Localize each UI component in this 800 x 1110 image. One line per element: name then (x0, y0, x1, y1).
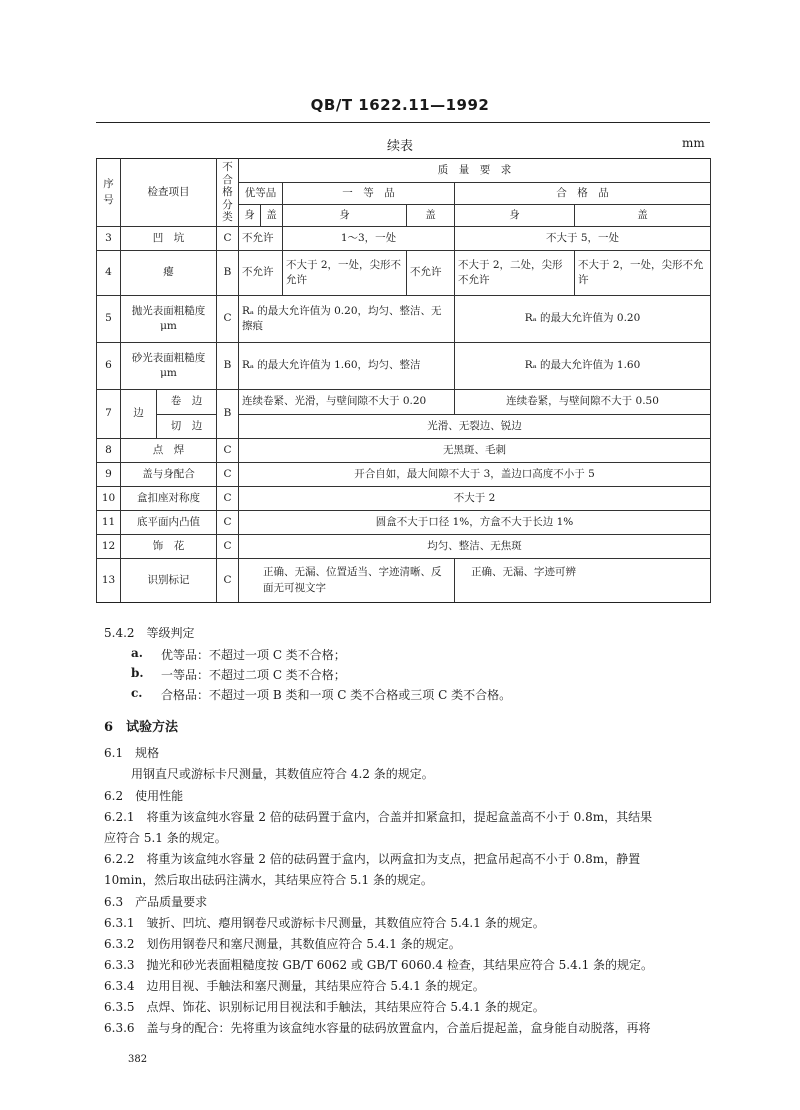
row-first: 正确、无漏、位置适当、字迹清晰、反面无可视文字 (239, 559, 455, 603)
row-all: 开合自如，最大间隙不大于 3，盖边口高度不小于 5 (239, 463, 711, 487)
header-first-lid: 盖 (407, 205, 455, 227)
row-item: 砂光表面粗糙度μm (121, 343, 217, 390)
list-tag-a: a. (131, 646, 143, 660)
row-no: 12 (97, 535, 121, 559)
section-6-2-1-line1: 6.2.1 将重为该盒纯水容量 2 倍的砝码置于盒内，合盖并扣紧盒扣，提起盒盖高不小于 0.8m，其结果 (104, 810, 653, 824)
header-class: 不合格分类 (217, 159, 239, 227)
table-row (97, 511, 711, 535)
list-item-a: 优等品：不超过一项 C 类不合格； (161, 648, 346, 662)
list-tag-c: c. (131, 686, 143, 700)
row-class: C (217, 487, 239, 511)
row-class: C (217, 227, 239, 251)
row-no: 8 (97, 439, 121, 463)
header-rule (96, 122, 710, 123)
row-item: 点 焊 (121, 439, 217, 463)
row-class: B (217, 343, 239, 390)
row-item: 识别标记 (121, 559, 217, 603)
header-ex-lid: 盖 (261, 205, 283, 227)
row-no: 11 (97, 511, 121, 535)
row-item: 边 (121, 390, 157, 439)
row-no: 10 (97, 487, 121, 511)
section-6-3-5: 6.3.5 点焊、饰花、识别标记用目视法和手触法，其结果应符合 5.4.1 条的规定。 (104, 1000, 545, 1014)
row-item: 底平面内凸值 (121, 511, 217, 535)
section-6-2-1-line2: 应符合 5.1 条的规定。 (104, 831, 227, 845)
table-row (97, 559, 711, 603)
row-no: 6 (97, 343, 121, 390)
header-first: 一 等 品 (283, 183, 455, 205)
page-number: 382 (128, 1054, 148, 1065)
table-row (97, 463, 711, 487)
row-all: 圆盒不大于口径 1%，方盒不大于长边 1% (239, 511, 711, 535)
row-qualified: Rₐ 的最大允许值为 1.60 (455, 343, 711, 390)
row-first-body: 不大于 2，一处，尖形不允许 (283, 251, 407, 296)
row-item: 抛光表面粗糙度μm (121, 296, 217, 343)
header-ex-body: 身 (239, 205, 261, 227)
header-qual-body: 身 (455, 205, 575, 227)
row-no: 7 (97, 390, 121, 439)
row-all: 不大于 2 (239, 487, 711, 511)
section-6-1-text: 用钢直尺或游标卡尺测量，其数值应符合 4.2 条的规定。 (131, 767, 434, 781)
row-no: 13 (97, 559, 121, 603)
row-item: 凹 坑 (121, 227, 217, 251)
row-first: 1～3，一处 (283, 227, 455, 251)
section-6-3-1: 6.3.1 皱折、凹坑、瘪用钢卷尺或游标卡尺测量，其数值应符合 5.4.1 条的规定。 (104, 916, 545, 930)
row-class: C (217, 439, 239, 463)
row-excellent: 不允许 (239, 251, 283, 296)
row-no: 9 (97, 463, 121, 487)
row-item: 饰 花 (121, 535, 217, 559)
row-item: 盖与身配合 (121, 463, 217, 487)
row-class: C (217, 463, 239, 487)
row-class: C (217, 511, 239, 535)
row-item: 盒扣座对称度 (121, 487, 217, 511)
list-tag-b: b. (131, 666, 144, 680)
row-qualified: Rₐ 的最大允许值为 0.20 (455, 296, 711, 343)
table-unit: mm (682, 136, 705, 150)
row-first-lid: 不允许 (407, 251, 455, 296)
row-no: 3 (97, 227, 121, 251)
row-class: B (217, 390, 239, 439)
section-6-2-heading: 6.2 使用性能 (104, 789, 184, 803)
header-item: 检查项目 (121, 159, 217, 227)
row-first: Rₐ 的最大允许值为 1.60，均匀、整洁 (239, 343, 455, 390)
row-excellent: 不允许 (239, 227, 283, 251)
row-item: 瘪 (121, 251, 217, 296)
table-row (97, 343, 711, 390)
table-row (97, 251, 711, 296)
section-6-2-2-line1: 6.2.2 将重为该盒纯水容量 2 倍的砝码置于盒内，以两盒扣为支点，把盒吊起高不小于 0.8m，静置 (104, 852, 641, 866)
row-no: 5 (97, 296, 121, 343)
row-first: Rₐ 的最大允许值为 0.20，均匀、整洁、无擦痕 (239, 296, 455, 343)
table-row (97, 227, 711, 251)
row-qual-lid: 不大于 2，一处，尖形不允许 (575, 251, 711, 296)
row-subitem: 切 边 (157, 415, 217, 439)
row-qual-body: 不大于 2，二处，尖形不允许 (455, 251, 575, 296)
row-class: C (217, 296, 239, 343)
table-row (97, 487, 711, 511)
row-qualified: 连续卷紧，与壁间隙不大于 0.50 (455, 390, 711, 415)
row-class: B (217, 251, 239, 296)
table-row (97, 296, 711, 343)
table-row (97, 439, 711, 463)
row-all: 均匀、整洁、无焦斑 (239, 535, 711, 559)
row-qualified: 正确、无漏、字迹可辨 (455, 559, 711, 603)
section-6-3-2: 6.3.2 划伤用钢卷尺和塞尺测量，其数值应符合 5.4.1 条的规定。 (104, 937, 461, 951)
row-subitem: 卷 边 (157, 390, 217, 415)
section-6-2-2-line2: 10min，然后取出砝码注满水，其结果应符合 5.1 条的规定。 (104, 873, 433, 887)
header-excellent: 优等品 (239, 183, 283, 205)
standard-code: QB/T 1622.11—1992 (310, 96, 490, 114)
table-row (97, 390, 711, 415)
section-6-3-4: 6.3.4 边用目视、手触法和塞尺测量，其结果应符合 5.4.1 条的规定。 (104, 979, 485, 993)
header-qualified: 合 格 品 (455, 183, 711, 205)
list-item-c: 合格品：不超过一项 B 类和一项 C 类不合格或三项 C 类不合格。 (161, 688, 512, 702)
header-quality: 质 量 要 求 (239, 159, 711, 183)
section-6-heading: 6 试验方法 (104, 720, 179, 735)
row-all: 无黑斑、毛刺 (239, 439, 711, 463)
row-class: C (217, 535, 239, 559)
row-first: 连续卷紧、光滑，与壁间隙不大于 0.20 (239, 390, 455, 415)
quality-requirements-table (96, 158, 711, 603)
table-row (97, 415, 711, 439)
row-class: C (217, 559, 239, 603)
section-6-3-3: 6.3.3 抛光和砂光表面粗糙度按 GB/T 6062 或 GB/T 6060.4 检查，其结果应符合 5.4.1 条的规定。 (104, 958, 654, 972)
table-row (97, 535, 711, 559)
header-first-body: 身 (283, 205, 407, 227)
section-6-3-heading: 6.3 产品质量要求 (104, 895, 208, 909)
table-title: 续表 (386, 139, 413, 154)
header-qual-lid: 盖 (575, 205, 711, 227)
row-all: 光滑、无裂边、锐边 (239, 415, 711, 439)
section-6-1-heading: 6.1 规格 (104, 746, 160, 760)
section-5-4-2-heading: 5.4.2 等级判定 (104, 626, 195, 640)
row-no: 4 (97, 251, 121, 296)
section-6-3-6: 6.3.6 盖与身的配合：先将重为该盒纯水容量的砝码放置盒内，合盖后提起盖，盒身能自动脱落，再将 (104, 1021, 651, 1035)
header-seq: 序号 (97, 159, 121, 227)
list-item-b: 一等品：不超过二项 C 类不合格； (161, 668, 346, 682)
row-qualified: 不大于 5，一处 (455, 227, 711, 251)
